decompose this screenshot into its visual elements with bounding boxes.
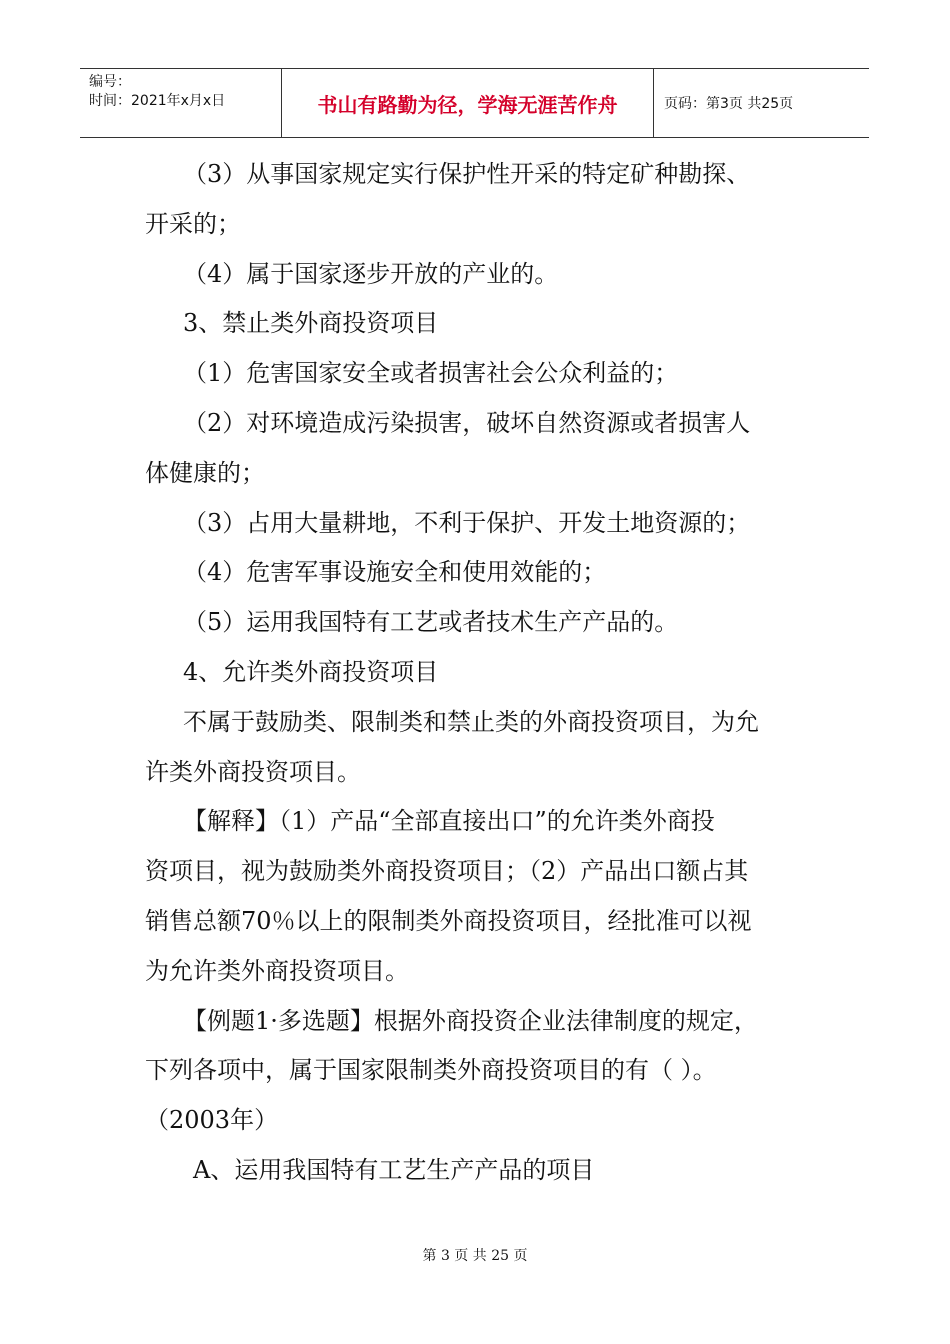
example-line: 下列各项中，属于国家限制类外商投资项目的有（ ）。 [145, 1056, 717, 1085]
time-label: 时间：2021年x月x日 [89, 93, 226, 109]
paragraph-line: （4）属于国家逐步开放的产业的。 [183, 259, 559, 288]
paragraph-line: （3）占用大量耕地，不利于保护、开发土地资源的； [183, 508, 751, 537]
explanation-line: 【解释】（1）产品“全部直接出口”的允许类外商投 [183, 807, 715, 836]
paragraph-line: （5）运用我国特有工艺或者技术生产产品的。 [183, 608, 679, 637]
header-page-info: 页码：第3页 共25页 [664, 96, 794, 112]
explanation-line: 资项目，视为鼓励类外商投资项目；（2）产品出口额占其 [145, 857, 749, 886]
paragraph-line: 体健康的； [145, 458, 265, 487]
header-meta [80, 69, 282, 137]
section-heading: 3、禁止类外商投资项目 [183, 309, 439, 338]
number-label: 编号： [89, 74, 131, 90]
example-line: 【例题1·多选题】根据外商投资企业法律制度的规定， [183, 1006, 758, 1035]
paragraph-line: （3）从事国家规定实行保护性开采的特定矿种勘探、 [183, 160, 751, 188]
paragraph-line: （2）对环境造成污染损害，破坏自然资源或者损害人 [183, 408, 751, 437]
header-motto: 书山有路勤为径，学海无涯苦作舟 [282, 69, 654, 137]
explanation-line: 销售总额70％以上的限制类外商投资项目，经批准可以视 [145, 906, 752, 935]
page-header [80, 68, 869, 138]
section-heading: 4、允许类外商投资项目 [183, 657, 439, 686]
example-year: （2003年） [145, 1106, 279, 1135]
paragraph-line: 开采的； [145, 209, 241, 238]
paragraph-line: （4）危害军事设施安全和使用效能的； [183, 558, 607, 587]
document-body [145, 150, 810, 1196]
explanation-line: 为允许类外商投资项目。 [145, 956, 409, 985]
paragraph-line: （1）危害国家安全或者损害社会公众利益的； [183, 359, 679, 388]
page-footer: 第 3 页 共 25 页 [422, 1248, 528, 1264]
paragraph-line: 不属于鼓励类、限制类和禁止类的外商投资项目，为允 [183, 707, 759, 736]
option-a: A、运用我国特有工艺生产产品的项目 [193, 1155, 595, 1184]
paragraph-line: 许类外商投资项目。 [145, 757, 361, 786]
